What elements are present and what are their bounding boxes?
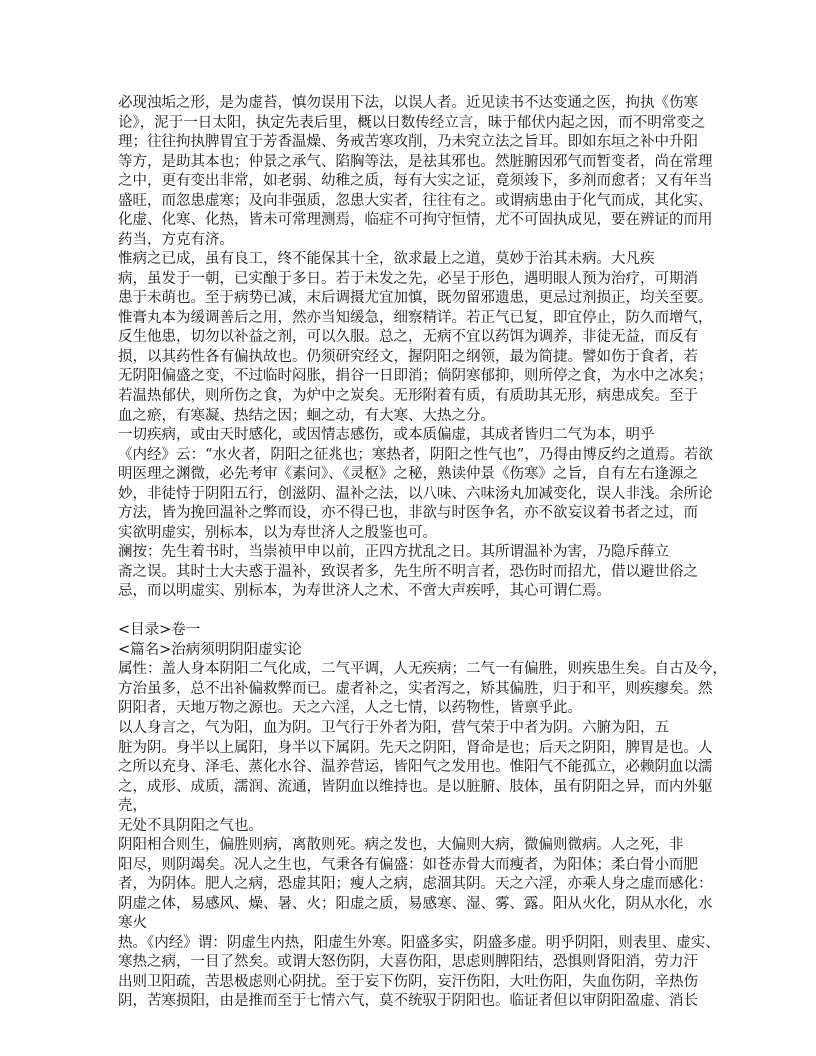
text-line: 斋之误。其时士大夫惑于温补，致误者多，先生所不明言者，恐伤时而招尤，借以避世俗之 [118,563,698,580]
text-line: 明医理之渊微，必先考审《素问》、《灵枢》之秘，熟读仲景《伤寒》之旨，自有左右逢源之 [118,466,698,483]
text-line: 无阴阳偏盛之变，不过临时闷胀，捐谷一日即消；倘阴寒郁抑，则所停之食，为水中之冰矣； [118,368,713,385]
text-line: 理；往往拘执脾胃宜于芳香温燥、务戒苦寒攻削，乃未究立法之旨耳。即如东垣之补中升阳 [118,134,698,151]
text-line: 必现浊垢之形，是为虚苔，慎勿误用下法，以误人者。近见读书不达变通之医，拘执《伤寒 [118,95,698,111]
text-line: <目录>卷一 [118,622,201,639]
text-line: 若温热郁伏，则所伤之食，为炉中之炭矣。无形附着有质，有质助其无形，病患成矣。至于 [118,387,698,404]
text-line: 实欲明虚实，别标本，以为寿世济人之殷鉴也可。 [118,524,437,541]
text-line: 壳， [118,798,147,815]
text-line: 之所以充身、泽毛、蒸化水谷、温养营运，皆阳气之发用也。惟阳气不能孤立，必赖阴血以濡 [118,759,713,776]
text-line: 一切疾病，或由天时感化，或因情志感伤，或本质偏虚，其成者皆归二气为本，明乎 [118,427,655,444]
text-line: 惟膏丸本为缓调善后之用，然亦当知缓急，细察精详。若正气已复，即宜停止，防久而增气， [118,309,713,326]
text-line: 患于未萌也。至于病势已减，末后调摄尤宜加慎，既勿留邪遗患，更忌过剂损正，均关至要。 [118,290,713,307]
text-line: 阴阳相合则生，偏胜则病，离散则死。病之发也，大偏则大病，微偏则微病。人之死，非 [118,837,684,854]
text-line: 损，以其药性各有偏执故也。仍须研究经文，握阴阳之纲领，最为简捷。譬如伤于食者，若 [118,348,698,365]
text-line: 之中，更有变出非常，如老弱、幼稚之质，每有大实之证，竟须竣下，多剂而愈者；又有年当 [118,173,713,190]
text-line: 方法，皆为挽回温补之弊而设，亦不得已也，非欲与时医争名，亦不欲妄议着书者之过，而 [118,505,698,522]
text-line: 盛旺，而忽患虚寒；及向非强质，忽患大实者，往往有之。或谓病患由于化气而成，其化实、 [118,192,713,209]
text-line: 之，成形、成质，濡润、流通，皆阴血以维持也。是以脏腑、肢体，虽有阴阳之异，而内外躯 [118,778,713,795]
text-line: 热。《内经》谓：阴虚生内热，阳虚生外寒。阳盛多实，阴盛多虚。明乎阴阳，则表里、虚实、 [118,934,720,951]
text-line: 阴阳者，天地万物之源也。天之六淫，人之七情，以药物性，皆禀乎此。 [118,700,582,717]
text-line: 阴虚之体，易感风、燥、暑、火；阳虚之质，易感寒、湿、雾、露。阳从火化，阴从水化，水 [118,895,713,912]
text-line: 惟病之已成，虽有良工，终不能保其十全，欲求最上之道，莫妙于治其未病。大凡疾 [118,251,655,268]
text-line: 病，虽发于一朝，已实酿于多日。若于未发之先，必呈于形色，遇明眼人预为治疗，可期消 [118,270,698,287]
text-line: 者，为阴体。肥人之病，恐虚其阳；瘦人之病，虑涸其阴。天之六淫，亦乘人身之虚而感化： [118,876,713,893]
text-line: 阴，苦寒损阳，由是推而至于七情六气，莫不统驭于阴阳也。临证者但以审阴阳盈虚、消长 [118,993,698,1010]
text-line: 药当，方克有济。 [118,231,234,248]
text-line: 忌，而以明虚实、别标本，为寿世济人之术、不啻大声疾呼，其心可谓仁焉。 [118,583,611,600]
text-line: 方治虽多，总不出补偏救弊而已。虚者补之，实者泻之，矫其偏胜，归于和平，则疾瘳矣。然 [118,680,713,697]
text-line: 属性：盖人身本阴阳二气化成，二气平调，人无疾病；二气一有偏胜，则疾患生矣。自古及今， [118,661,727,678]
text-line: 寒热之病，一目了然矣。或谓大怒伤阴，大喜伤阳，思虑则脾阳结，恐惧则肾阳消，劳力汗 [118,954,698,971]
text-line: 出则卫阳疏，苦思极虑则心阴扰。至于妄下伤阴，妄汗伤阳，大吐伤阳，失血伤阴，辛热伤 [118,973,698,990]
text-line [118,602,718,622]
text-line: 以人身言之，气为阳，血为阴。卫气行于外者为阳，营气荣于中者为阴。六腑为阳，五 [118,720,669,736]
text-line: 澜按：先生着书时，当崇祯甲申以前，正四方扰乱之日。其所谓温补为害，乃隐斥薛立 [118,544,669,561]
text-line: 化虚、化寒、化热，皆未可常理测焉，临症不可拘守恒情，尤不可固执成见，要在辨证的而用 [118,212,713,229]
text-line: 反生他患，切勿以补益之剂，可以久服。总之，无病不宜以药饵为调养，非徒无益，而反有 [118,329,698,346]
text-line: 无处不具阴阳之气也。 [118,817,263,834]
text-line: 血之瘀，有寒凝、热结之因；蛔之动，有大寒、大热之分。 [118,407,495,424]
text-line: 脏为阴。身半以上属阳，身半以下属阴。先天之阴阳，肾命是也；后天之阴阳，脾胃是也。人 [118,739,713,756]
text-line: 《内经》云：“水火者，阴阳之征兆也；寒热者，阴阳之性气也”，乃得由博反约之道焉。若欲 [118,446,713,463]
text-line: 论》，泥于一日太阳，执定先表后里，概以日数传经立言，昧于郁伏内起之因，而不明常变之 [118,114,706,131]
text-line: <篇名>治病须明阴阳虚实论 [118,641,302,658]
text-line: 等方，是助其本也；仲景之承气、陷胸等法，是祛其邪也。然脏腑因邪气而暂变者，尚在常理 [118,153,713,170]
text-line: 寒火 [118,915,147,932]
document-body [118,94,727,1012]
text-line: 妙，非徒恃于阴阳五行，创滋阴、温补之法，以八味、六味汤丸加减变化，误人非浅。余所论 [118,485,713,502]
text-line: 阳尽，则阴竭矣。况人之生也，气秉各有偏盛：如苍赤骨大而瘦者，为阳体；柔白骨小而肥 [118,856,698,873]
